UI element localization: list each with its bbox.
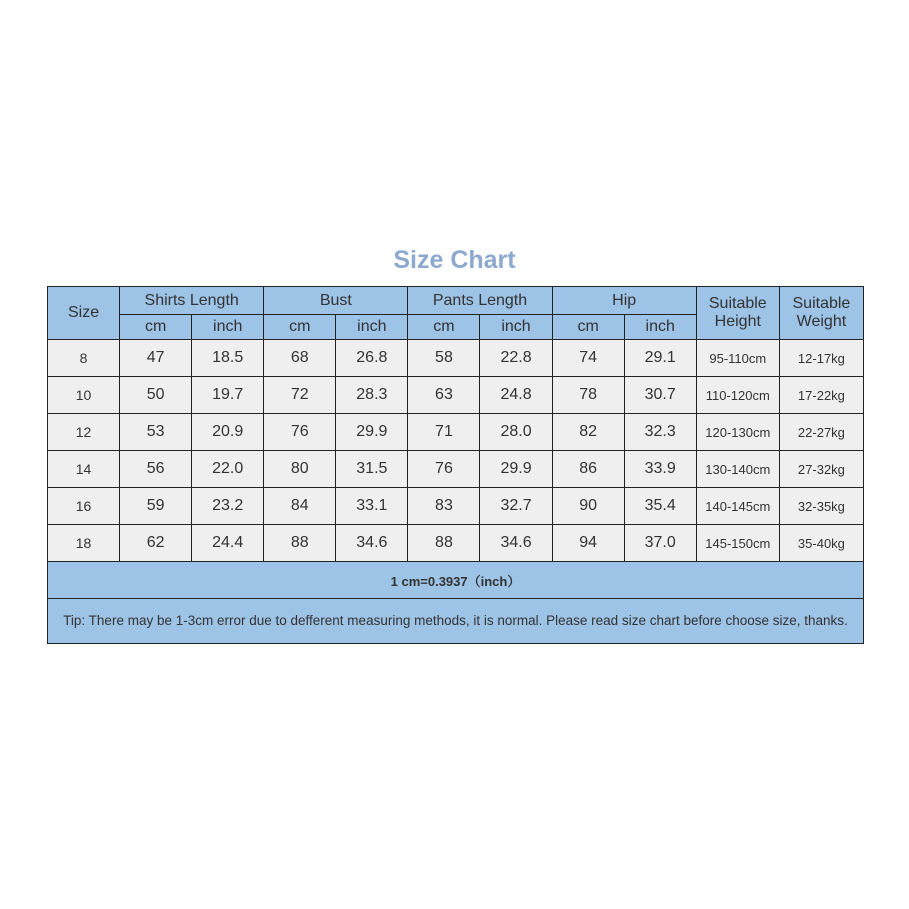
cell-bust-cm: 76 (264, 414, 336, 451)
cell-bust-cm: 84 (264, 488, 336, 525)
header-row (48, 287, 864, 315)
unit-inch: inch (480, 315, 552, 340)
cell-size: 12 (48, 414, 120, 451)
cell-bust-inch: 28.3 (336, 377, 408, 414)
cell-shirt-cm: 53 (120, 414, 192, 451)
cell-pants-inch: 24.8 (480, 377, 552, 414)
cell-bust-cm: 68 (264, 340, 336, 377)
unit-inch: inch (192, 315, 264, 340)
cell-pants-inch: 34.6 (480, 525, 552, 562)
cell-hip-inch: 35.4 (624, 488, 696, 525)
cell-pants-inch: 29.9 (480, 451, 552, 488)
cell-weight: 17-22kg (779, 377, 863, 414)
cell-size: 10 (48, 377, 120, 414)
cell-bust-cm: 88 (264, 525, 336, 562)
tip-row (48, 599, 864, 644)
size-chart-table (47, 286, 864, 644)
unit-inch: inch (336, 315, 408, 340)
cell-height: 140-145cm (696, 488, 779, 525)
cell-shirt-inch: 22.0 (192, 451, 264, 488)
cell-shirt-inch: 20.9 (192, 414, 264, 451)
conversion-note: 1 cm=0.3937（inch） (48, 562, 864, 599)
unit-cm: cm (552, 315, 624, 340)
cell-hip-inch: 30.7 (624, 377, 696, 414)
cell-hip-inch: 37.0 (624, 525, 696, 562)
cell-pants-cm: 76 (408, 451, 480, 488)
cell-hip-inch: 33.9 (624, 451, 696, 488)
cell-height: 120-130cm (696, 414, 779, 451)
cell-shirt-cm: 56 (120, 451, 192, 488)
cell-hip-cm: 78 (552, 377, 624, 414)
cell-weight: 35-40kg (779, 525, 863, 562)
cell-pants-cm: 63 (408, 377, 480, 414)
cell-shirt-inch: 23.2 (192, 488, 264, 525)
cell-shirt-inch: 18.5 (192, 340, 264, 377)
cell-bust-inch: 33.1 (336, 488, 408, 525)
cell-bust-inch: 26.8 (336, 340, 408, 377)
conversion-row (48, 562, 864, 599)
cell-shirt-cm: 62 (120, 525, 192, 562)
header-suitable-height: Suitable Height (696, 287, 779, 340)
cell-weight: 27-32kg (779, 451, 863, 488)
cell-weight: 32-35kg (779, 488, 863, 525)
table-row (48, 525, 864, 562)
cell-pants-cm: 71 (408, 414, 480, 451)
cell-shirt-cm: 59 (120, 488, 192, 525)
cell-pants-cm: 83 (408, 488, 480, 525)
cell-size: 14 (48, 451, 120, 488)
header-bust: Bust (264, 287, 408, 315)
unit-cm: cm (408, 315, 480, 340)
header-suitable-weight: Suitable Weight (779, 287, 863, 340)
cell-pants-inch: 22.8 (480, 340, 552, 377)
cell-hip-cm: 94 (552, 525, 624, 562)
unit-cm: cm (264, 315, 336, 340)
cell-hip-cm: 82 (552, 414, 624, 451)
table-row (48, 451, 864, 488)
cell-weight: 22-27kg (779, 414, 863, 451)
cell-pants-cm: 88 (408, 525, 480, 562)
page-title: Size Chart (393, 246, 516, 274)
cell-hip-inch: 32.3 (624, 414, 696, 451)
cell-shirt-cm: 50 (120, 377, 192, 414)
header-hip: Hip (552, 287, 696, 315)
cell-size: 18 (48, 525, 120, 562)
table-row (48, 488, 864, 525)
cell-shirt-cm: 47 (120, 340, 192, 377)
cell-hip-cm: 86 (552, 451, 624, 488)
tip-note: Tip: There may be 1-3cm error due to defferent measuring methods, it is normal. Please read size chart before choose size, thanks. (48, 599, 864, 644)
unit-cm: cm (120, 315, 192, 340)
table-row (48, 414, 864, 451)
header-size: Size (48, 287, 120, 340)
cell-bust-inch: 31.5 (336, 451, 408, 488)
cell-hip-cm: 74 (552, 340, 624, 377)
header-pants-length: Pants Length (408, 287, 552, 315)
cell-pants-cm: 58 (408, 340, 480, 377)
cell-bust-cm: 80 (264, 451, 336, 488)
table-row (48, 377, 864, 414)
cell-pants-inch: 32.7 (480, 488, 552, 525)
cell-height: 130-140cm (696, 451, 779, 488)
unit-inch: inch (624, 315, 696, 340)
cell-bust-inch: 34.6 (336, 525, 408, 562)
cell-height: 95-110cm (696, 340, 779, 377)
cell-height: 145-150cm (696, 525, 779, 562)
cell-weight: 12-17kg (779, 340, 863, 377)
cell-height: 110-120cm (696, 377, 779, 414)
cell-bust-inch: 29.9 (336, 414, 408, 451)
table-row (48, 340, 864, 377)
cell-size: 8 (48, 340, 120, 377)
cell-shirt-inch: 24.4 (192, 525, 264, 562)
header-shirts-length: Shirts Length (120, 287, 264, 315)
cell-hip-cm: 90 (552, 488, 624, 525)
cell-bust-cm: 72 (264, 377, 336, 414)
cell-pants-inch: 28.0 (480, 414, 552, 451)
cell-size: 16 (48, 488, 120, 525)
cell-hip-inch: 29.1 (624, 340, 696, 377)
cell-shirt-inch: 19.7 (192, 377, 264, 414)
